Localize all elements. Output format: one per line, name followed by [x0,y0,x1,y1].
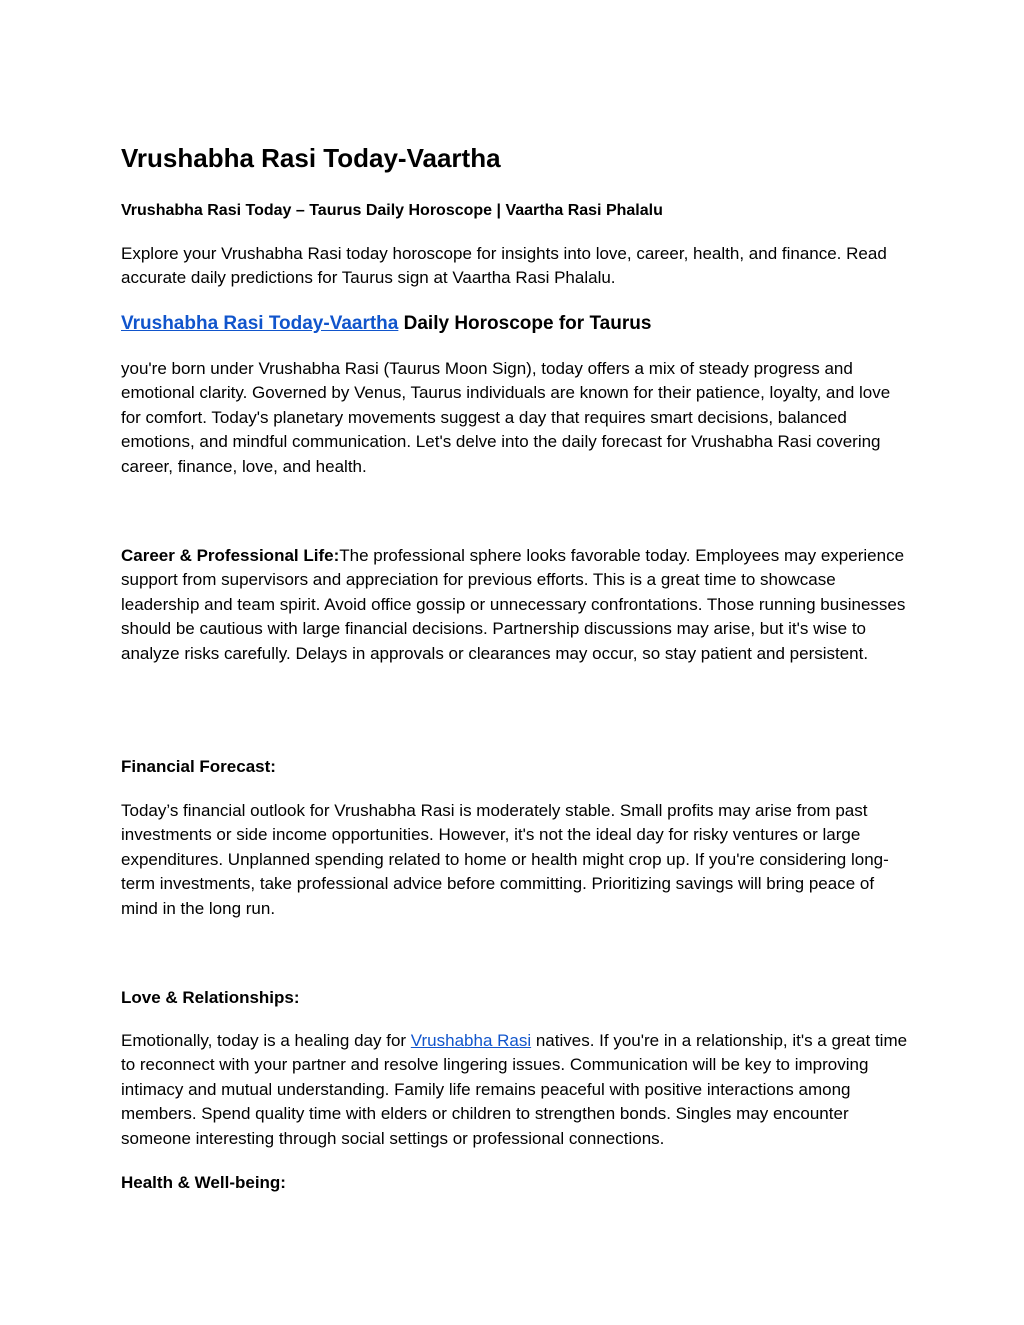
love-paragraph [121,1029,911,1151]
love-text-before: Emotionally, today is a healing day for [121,1031,411,1050]
heading-link-vrushabha-rasi-today[interactable]: Vrushabha Rasi Today-Vaartha [121,313,399,334]
career-label: Career & Professional Life: [121,546,340,565]
section-heading-daily-horoscope [121,310,651,338]
link-vrushabha-rasi[interactable]: Vrushabha Rasi [410,1031,532,1050]
health-heading: Health & Well-being: [121,1173,286,1192]
page-subtitle: Vrushabha Rasi Today – Taurus Daily Horoscope | Vaartha Rasi Phalalu [121,202,663,219]
page-title: Vrushabha Rasi Today-Vaartha [121,143,501,173]
love-text-after: natives. If you're in a relationship, it's a great time to reconnect with your partner and resolve lingering issues. Communication will be key to improving intimacy and mutual understanding. Family life remains peaceful with positive interactions among members. Spend quality time with elders or children to strengthen bonds. Singles may encounter someone interesting through social settings or professional connections. [121,1031,908,1148]
finance-heading: Financial Forecast: [121,757,276,776]
heading-text-rest: Daily Horoscope for Taurus [398,313,652,334]
career-text: The professional sphere looks favorable today. Employees may experience support from supervisors and appreciation for previous efforts. This is a great time to showcase leadership and team spirit. Avoid office gossip or unnecessary confrontations. Those running businesses should be cautious with large financial decisions. Partnership discussions may arise, but it's wise to analyze risks carefully. Delays in approvals or clearances may occur, so stay patient and persistent. [121,546,906,663]
career-paragraph [121,544,911,666]
finance-paragraph: Today’s financial outlook for Vrushabha Rasi is moderately stable. Small profits may arise from past investments or side income opportunities. However, it's not the ideal day for risky ventures or large expenditures. Unplanned spending related to home or health might crop up. If you're considering long-term investments, take professional advice before committing. Prioritizing savings will bring peace of mind in the long run. [121,801,889,918]
overview-paragraph: you're born under Vrushabha Rasi (Taurus Moon Sign), today offers a mix of steady progress and emotional clarity. Governed by Venus, Taurus individuals are known for their patience, loyalty, and love for comfort. Today's planetary movements suggest a day that requires smart decisions, balanced emotions, and mindful communication. Let's delve into the daily forecast for Vrushabha Rasi covering career, finance, love, and health. [121,359,891,476]
intro-paragraph: Explore your Vrushabha Rasi today horoscope for insights into love, career, health, and finance. Read accurate daily predictions for Taurus sign at Vaartha Rasi Phalalu. [121,244,887,288]
love-heading: Love & Relationships: [121,988,300,1007]
